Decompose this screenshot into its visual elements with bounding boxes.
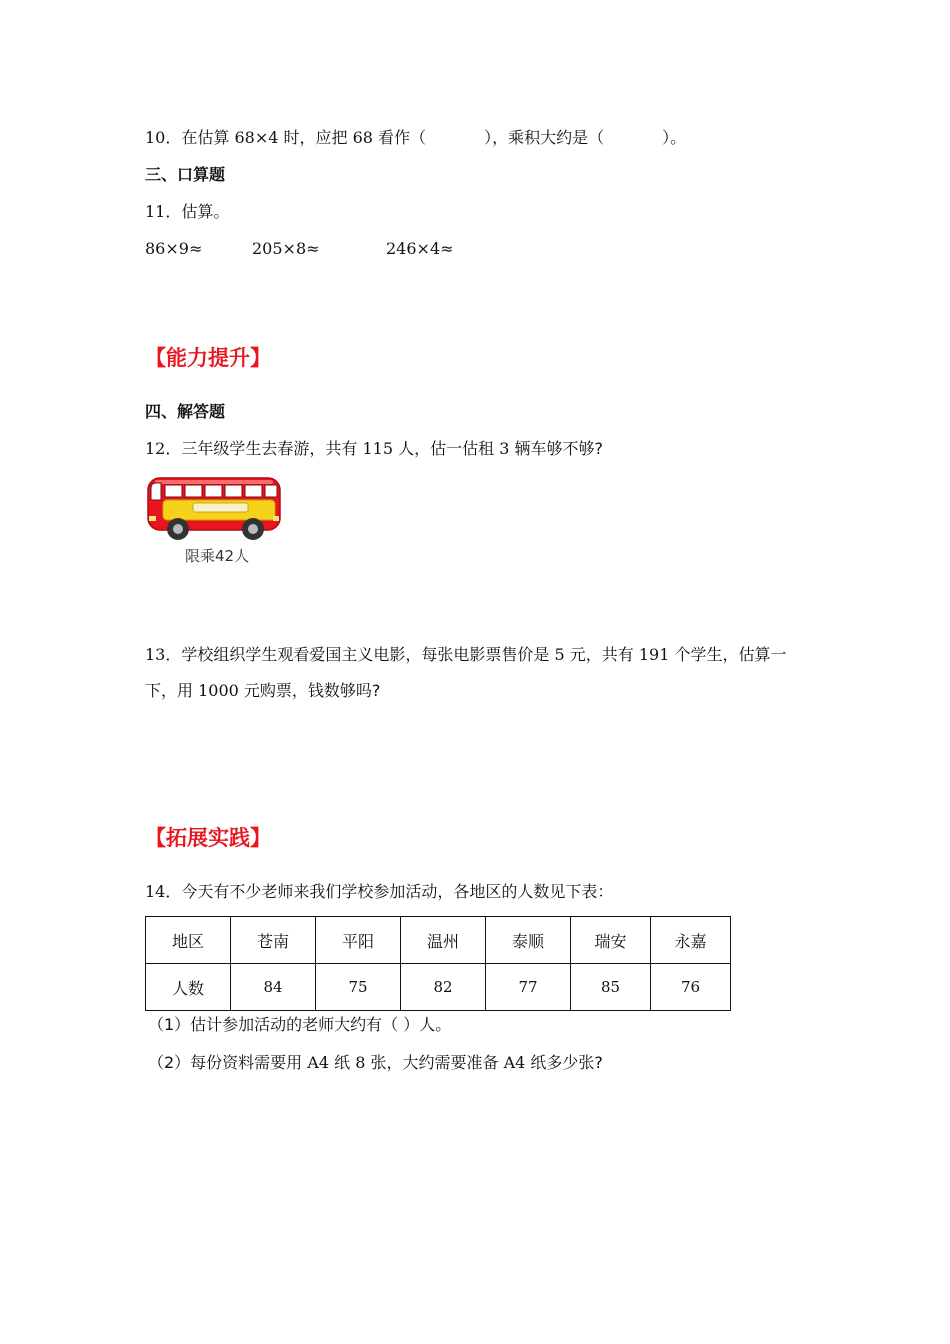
question-text: ）。	[662, 128, 687, 147]
bus-count: 3	[499, 439, 510, 458]
table-cell: 82	[401, 964, 486, 1011]
table-cell: 76	[651, 964, 731, 1011]
question-text: 学校组织学生观看爱国主义电影，每张电影票售价是	[181, 645, 555, 664]
section-title: 四、解答题	[145, 402, 226, 421]
money-amount: 1000	[198, 681, 239, 700]
expression: 68×4	[234, 128, 279, 147]
heading-ability: 【能力提升】	[145, 346, 271, 370]
table-row	[146, 917, 731, 964]
paper-size: A4	[503, 1053, 526, 1072]
question-text: （2）每份资料需要用	[148, 1053, 308, 1072]
question-text: 时，应把	[278, 128, 353, 147]
paper-size: A4	[307, 1053, 330, 1072]
section-title: 三、口算题	[145, 165, 226, 184]
question-12	[145, 438, 603, 460]
question-text: 元购票，钱数够吗?	[238, 681, 381, 700]
table-cell: 84	[231, 964, 316, 1011]
question-10	[145, 127, 686, 149]
value: 68	[352, 128, 373, 147]
question-number: 11．	[145, 202, 182, 221]
question-number: 13．	[145, 645, 182, 664]
heading-expand: 【拓展实践】	[145, 826, 271, 850]
table-cell: 永嘉	[651, 917, 731, 964]
estimate-item: 86×9≈	[145, 239, 203, 258]
estimate-item: 246×4≈	[386, 239, 454, 258]
row-header: 人数	[146, 964, 231, 1011]
table-row	[146, 964, 731, 1011]
question-text: 个学生，估算一	[669, 645, 787, 664]
question-11	[145, 201, 229, 223]
table-cell: 85	[571, 964, 651, 1011]
question-text: 纸	[329, 1053, 356, 1072]
question-text: 下，用	[145, 681, 199, 700]
question-number: 14．	[145, 882, 182, 901]
question-number: 12．	[145, 439, 182, 458]
bus-icon	[145, 474, 285, 544]
table-cell: 瑞安	[571, 917, 651, 964]
table-cell: 温州	[401, 917, 486, 964]
question-text: 元，共有	[564, 645, 639, 664]
question-13-continued	[145, 680, 380, 702]
table-cell: 泰顺	[486, 917, 571, 964]
question-text: 纸多少张?	[525, 1053, 603, 1072]
question-text: ），乘积大约是（	[484, 128, 605, 147]
question-number: 10．	[145, 128, 182, 147]
question-13	[145, 644, 786, 666]
estimate-item: 205×8≈	[252, 239, 320, 258]
table-cell: 75	[316, 964, 401, 1011]
question-text: 张，大约需要准备	[365, 1053, 504, 1072]
question-text: 辆车够不够?	[509, 439, 603, 458]
question-text: 人，估一估租	[393, 439, 500, 458]
question-text: 在估算	[181, 128, 235, 147]
question-text: 三年级学生去春游，共有	[181, 439, 363, 458]
student-count: 115	[362, 439, 394, 458]
region-count-table	[145, 916, 731, 1011]
sheet-count: 8	[355, 1053, 366, 1072]
bus-capacity-label: 限乘42人	[185, 547, 250, 565]
ticket-price: 5	[554, 645, 565, 664]
question-text: 今天有不少老师来我们学校参加活动，各地区的人数见下表：	[181, 882, 614, 901]
student-count: 191	[638, 645, 670, 664]
sub-question-2	[148, 1052, 603, 1074]
table-cell: 苍南	[231, 917, 316, 964]
sub-question-1: （1）估计参加活动的老师大约有（ ）人。	[148, 1015, 452, 1034]
table-cell: 77	[486, 964, 571, 1011]
question-text: 看作（	[372, 128, 427, 147]
question-14	[145, 881, 613, 903]
bus-illustration	[145, 474, 285, 570]
table-cell: 平阳	[316, 917, 401, 964]
row-header: 地区	[146, 917, 231, 964]
question-text: 估算。	[181, 202, 230, 221]
